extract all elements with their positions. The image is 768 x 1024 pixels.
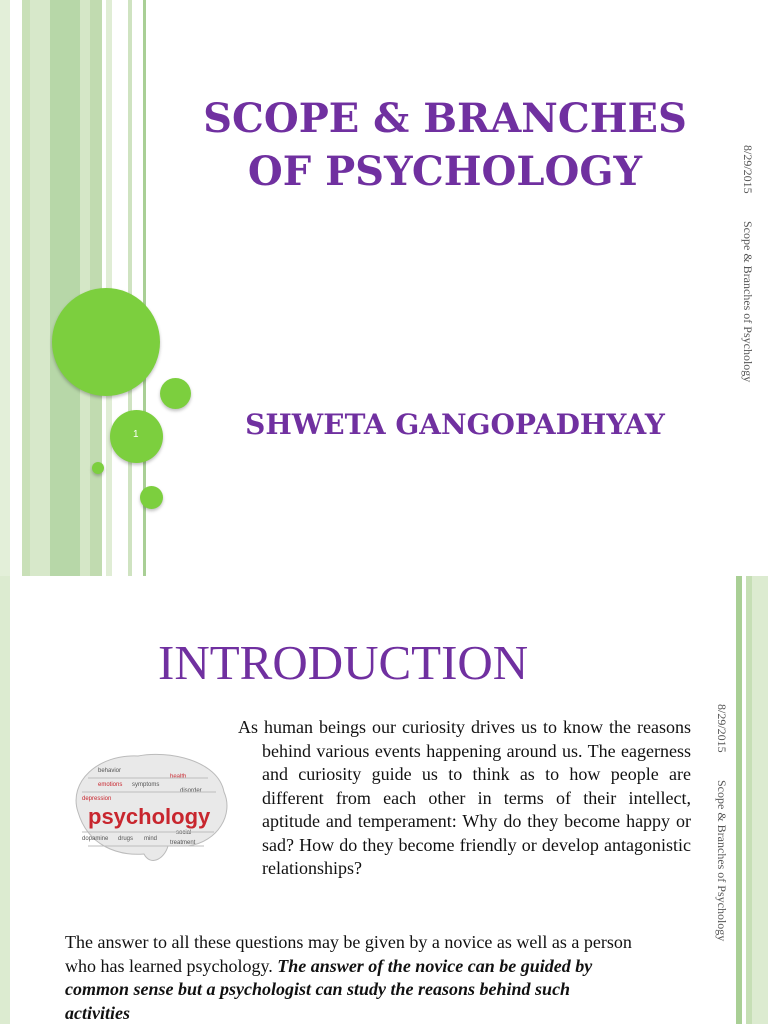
side-caption: Scope & Branches of Psychology [741, 221, 755, 383]
decorative-circle-large [52, 288, 160, 396]
slide-title: INTRODUCTION [158, 635, 529, 690]
slide-number: 1 [133, 429, 139, 440]
title-line-2: OF PSYCHOLOGY [247, 148, 643, 195]
word-health: health [170, 774, 187, 780]
side-caption: Scope & Branches of Psychology [715, 780, 729, 942]
word-dopamine: dopamine [82, 836, 109, 842]
word-psychology: psychology [88, 804, 211, 829]
word-symptoms: symptoms [132, 782, 160, 788]
left-stripe [0, 576, 10, 1024]
word-behavior: behavior [98, 768, 122, 774]
answer-plain-text: The answer to all these questions may be given by a novice as well as a person who has learned psychology. [65, 932, 632, 976]
answer-emphasis-text: The answer of the novice can be guided by common sense but a psychologist can study the reasons behind such activities [65, 955, 593, 1023]
decorative-stripes [0, 0, 150, 576]
title-line-1: SCOPE & BRANCHES [203, 95, 687, 142]
introduction-slide [0, 576, 768, 1024]
answer-paragraph [65, 931, 635, 1024]
slide-date: 8/29/2015 [741, 145, 755, 194]
intro-paragraph-text: As human beings our curiosity drives us to know the reasons behind various events happening around us. The eagerness and curiosity guide us to think as to how people are different from each other in terms of their intellect, aptitude and temperament: Why do they become happy or sad? How do they become friendly or develop antagonistic relationships? [238, 717, 691, 878]
author-name: SHWETA GANGOPADHYAY [245, 408, 665, 441]
word-treatment: treatment [170, 840, 196, 846]
word-emotions: emotions [98, 782, 123, 788]
decorative-circle-medium [140, 486, 163, 509]
side-footer [736, 145, 758, 425]
word-mind: mind [144, 836, 158, 842]
slide-title [190, 92, 700, 198]
decorative-circle-small [160, 378, 191, 409]
word-depression: depression [82, 796, 112, 802]
side-footer [710, 704, 734, 974]
word-drugs: drugs [118, 836, 134, 842]
intro-paragraph [238, 716, 691, 881]
decorative-circle-tiny [92, 462, 104, 474]
word-social: social [176, 830, 192, 836]
slide-date: 8/29/2015 [715, 704, 729, 753]
word-disorder: disorder [180, 788, 202, 794]
psychology-brain-image [58, 742, 238, 877]
slide-number-circle [110, 410, 163, 463]
